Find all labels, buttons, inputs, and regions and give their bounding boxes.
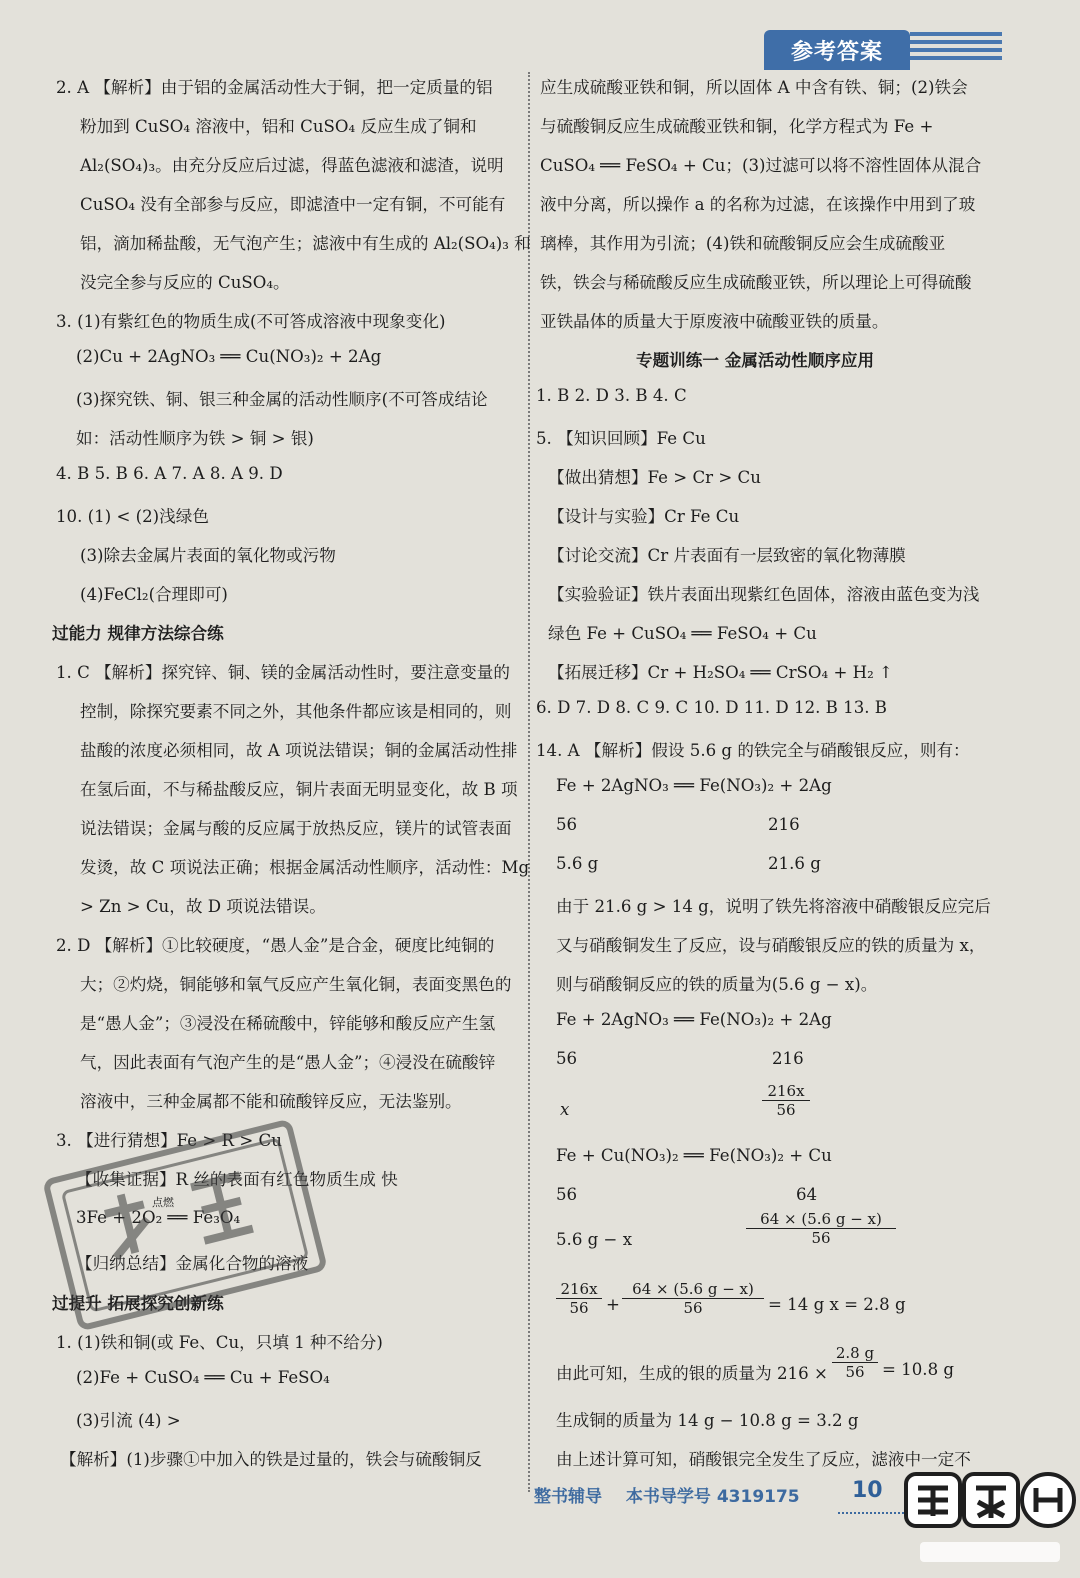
text-line: 2. D 【解析】①比较硬度，“愚人金”是合金，硬度比纯铜的 [56, 936, 495, 955]
answer-row: 6. D 7. D 8. C 9. C 10. D 11. D 12. B 13. B [536, 698, 888, 717]
equation: 绿色 Fe + CuSO₄ ══ FeSO₄ + Cu [548, 624, 817, 643]
text-line: 【讨论交流】Cr 片表面有一层致密的氧化物薄膜 [548, 546, 906, 565]
text-line: 【解析】(1)步骤①中加入的铁是过量的，铁会与硫酸铜反 [60, 1450, 482, 1469]
text-line: 粉加到 CuSO₄ 溶液中，铝和 CuSO₄ 反应生成了铜和 [80, 117, 477, 136]
text-line: 盐酸的浓度必须相同，故 A 项说法错误；铜的金属活动性排 [80, 741, 518, 760]
equation: (2)Fe + CuSO₄ ══ Cu + FeSO₄ [76, 1368, 330, 1387]
text-line: 2. A 【解析】由于铝的金属活动性大于铜，把一定质量的铝 [56, 78, 493, 97]
calc-value: 56 [556, 815, 578, 834]
stamp-watermark-icon [40, 1120, 330, 1330]
tab-decoration [910, 32, 1002, 68]
text-line: 铁，铁会与稀硫酸反应生成硫酸亚铁，所以理论上可得硫酸 [540, 273, 972, 292]
text-line: 由此可知，生成的银的质量为 216 × [556, 1364, 828, 1383]
footer-label: 整书辅导 [534, 1487, 602, 1507]
text-line: 3. 【进行猜想】Fe > R > Cu [56, 1131, 282, 1150]
text-line: 在氢后面，不与稀盐酸反应，铜片表面无明显变化，故 B 项 [80, 780, 518, 799]
footer [534, 1482, 818, 1507]
text-line: 没完全参与反应的 CuSO₄。 [80, 273, 290, 292]
text-line: 大；②灼烧，铜能够和氧气反应产生氧化铜，表面变黑色的 [80, 975, 512, 994]
text-line: 5. 【知识回顾】Fe Cu [536, 429, 706, 448]
text-line: (4)FeCl₂(合理即可) [80, 585, 228, 604]
text-line: 铝，滴加稀盐酸，无气泡产生；滤液中有生成的 Al₂(SO₄)₃ 和 [80, 234, 531, 253]
text-line: CuSO₄ 没有全部参与反应，即滤渣中一定有铜，不可能有 [80, 195, 506, 214]
fraction: $\frac{64 \times (5.6 g - x)}{56}$ [622, 1280, 764, 1317]
text-line: 又与硝酸铜发生了反应，设与硝酸银反应的铁的质量为 x， [556, 936, 986, 955]
text-line: 由上述计算可知，硝酸银完全发生了反应，滤液中一定不 [556, 1450, 971, 1469]
answer-row: 4. B 5. B 6. A 7. A 8. A 9. D [56, 464, 283, 483]
fraction: $\frac{2.8 g}{56}$ [832, 1344, 878, 1381]
calc-value: 5.6 g [556, 854, 599, 873]
text-line: 与硫酸铜反应生成硫酸亚铁和铜，化学方程式为 Fe + [540, 117, 934, 136]
fraction: $\frac{64 \times (5.6 g - x)}{56}$ [746, 1210, 896, 1247]
answer-row: 10. (1) < (2)浅绿色 [56, 507, 209, 526]
plus-sign: + [606, 1295, 620, 1314]
text-line: 发烫，故 C 项说法正确；根据金属活动性顺序，活动性：Mg [80, 858, 530, 877]
column-divider [528, 72, 530, 1492]
text-line: 控制，除探究要素不同之外，其他条件都应该是相同的，则 [80, 702, 512, 721]
text-line: Al₂(SO₄)₃。由充分反应后过滤，得蓝色滤液和滤渣，说明 [80, 156, 504, 175]
calc-value: x [560, 1100, 570, 1119]
text-line: 亚铁晶体的质量大于原废液中硫酸亚铁的质量。 [540, 312, 889, 331]
equation: Fe + 2AgNO₃ ══ Fe(NO₃)₂ + 2Ag [556, 776, 832, 795]
equation: Fe + Cu(NO₃)₂ ══ Fe(NO₃)₂ + Cu [556, 1146, 832, 1165]
text-line: 【设计与实验】Cr Fe Cu [548, 507, 740, 526]
section-heading: 过提升 拓展探究创新练 [52, 1293, 224, 1313]
section-heading: 专题训练一 金属活动性顺序应用 [636, 350, 875, 370]
text-line: 璃棒，其作用为引流；(4)铁和硫酸铜反应会生成硫酸亚 [540, 234, 946, 253]
calc-value: 216 [768, 815, 800, 834]
calc-value: 216 [772, 1049, 804, 1068]
text-line: (3)探究铁、铜、银三种金属的活动性顺序(不可答成结论 [76, 390, 488, 409]
text-line: 1. (1)铁和铜(或 Fe、Cu，只填 1 种不给分) [56, 1333, 383, 1352]
section-tab: 参考答案 [764, 30, 910, 70]
equation: 3Fe + 2O₂ ══ Fe₃O₄ [76, 1208, 241, 1227]
text-line: 生成铜的质量为 14 g − 10.8 g = 3.2 g [556, 1411, 859, 1430]
calc-value: 5.6 g − x [556, 1230, 633, 1249]
text-line: 1. C 【解析】探究锌、铜、镁的金属活动性时，要注意变量的 [56, 663, 510, 682]
text-line: 【归纳总结】金属化合物的溶液 [76, 1254, 309, 1273]
text-line: 14. A 【解析】假设 5.6 g 的铁完全与硝酸银反应，则有： [536, 741, 970, 760]
equation: 【拓展迁移】Cr + H₂SO₄ ══ CrSO₄ + H₂ ↑ [548, 663, 893, 682]
text-line: 则与硝酸铜反应的铁的质量为(5.6 g − x)。 [556, 975, 878, 994]
text-line: 3. (1)有紫红色的物质生成(不可答成溶液中现象变化) [56, 312, 446, 331]
text-line: 溶液中，三种金属都不能和硫酸锌反应，无法鉴别。 [80, 1092, 462, 1111]
text-line: 由于 21.6 g > 14 g，说明了铁先将溶液中硝酸银反应完后 [556, 897, 991, 916]
text-line: (3)除去金属片表面的氧化物或污物 [80, 546, 336, 565]
watermark-logo-icon [900, 1466, 1078, 1568]
calc-value: = 14 g x = 2.8 g [768, 1295, 906, 1314]
text-line: (3)引流 (4) > [76, 1411, 181, 1430]
calc-value: = 10.8 g [882, 1360, 955, 1379]
calc-value: 56 [556, 1049, 578, 1068]
text-line: > Zn > Cu，故 D 项说法错误。 [80, 897, 326, 916]
text-line: 【实验验证】铁片表面出现紫红色固体，溶液由蓝色变为浅 [548, 585, 980, 604]
text-line: 气，因此表面有气泡产生的是“愚人金”；④浸没在硫酸锌 [80, 1053, 496, 1072]
reaction-condition: 点燃 [152, 1196, 174, 1209]
text-line: 是“愚人金”；③浸没在稀硫酸中，锌能够和酸反应产生氢 [80, 1014, 496, 1033]
footer-book-code: 本书导学号 4319175 [625, 1487, 800, 1507]
equation: Fe + 2AgNO₃ ══ Fe(NO₃)₂ + 2Ag [556, 1010, 832, 1029]
page-number: 10 [852, 1478, 883, 1503]
equation: (2)Cu + 2AgNO₃ ══ Cu(NO₃)₂ + 2Ag [76, 347, 382, 366]
calc-value: 64 [796, 1185, 818, 1204]
text-line: 如：活动性顺序为铁 > 铜 > 银) [76, 429, 314, 448]
fraction: $\frac{216x}{56}$ [556, 1280, 602, 1317]
fraction: $\frac{216x}{56}$ [762, 1082, 810, 1119]
text-line: 应生成硫酸亚铁和铜，所以固体 A 中含有铁、铜；(2)铁会 [540, 78, 968, 97]
calc-value: 21.6 g [768, 854, 821, 873]
answer-row: 1. B 2. D 3. B 4. C [536, 386, 687, 405]
text-line: CuSO₄ ══ FeSO₄ + Cu；(3)过滤可以将不溶性固体从混合 [540, 156, 982, 175]
text-line: 【做出猜想】Fe > Cr > Cu [548, 468, 761, 487]
text-line: 【收集证据】R 丝的表面有红色物质生成 快 [76, 1170, 398, 1189]
text-line: 说法错误；金属与酸的反应属于放热反应，镁片的试管表面 [80, 819, 512, 838]
calc-value: 56 [556, 1185, 578, 1204]
section-heading: 过能力 规律方法综合练 [52, 623, 224, 643]
text-line: 液中分离，所以操作 a 的名称为过滤，在该操作中用到了玻 [540, 195, 976, 214]
